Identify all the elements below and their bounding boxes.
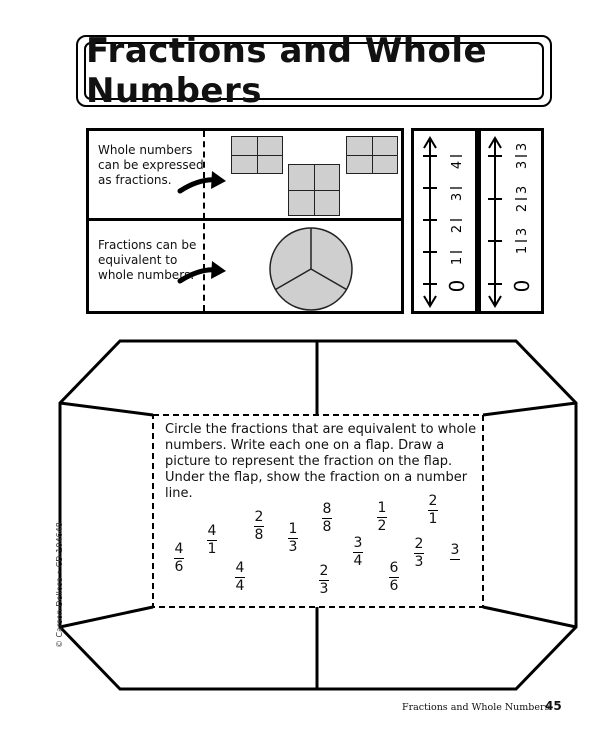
number-line-wholes-labels bbox=[445, 156, 469, 292]
fraction: 6 6 bbox=[389, 560, 399, 595]
example-equivalent-text: Fractions can be equivalent to whole numbers. bbox=[98, 238, 197, 282]
instructions-text: Circle the fractions that are equivalent to whole numbers. Write each one on a flap. Draw a picture to represent the fraction on the flap. Under the flap, show the fraction on a number line. bbox=[165, 422, 477, 501]
number-line-label bbox=[450, 188, 465, 201]
label-denominator: 3 bbox=[515, 185, 530, 195]
label-numerator: 3 bbox=[515, 160, 530, 170]
label-denominator: 3 bbox=[515, 227, 530, 237]
fraction: 2 1 bbox=[428, 493, 438, 528]
number-line-label bbox=[450, 156, 465, 169]
label-numerator: 3 bbox=[450, 192, 465, 202]
fraction: 4 6 bbox=[174, 541, 184, 576]
number-line-thirds bbox=[488, 138, 502, 306]
number-line-label bbox=[510, 280, 534, 293]
label-numerator: 1 bbox=[450, 256, 465, 266]
fraction: 3 bbox=[450, 543, 460, 561]
example-whole-numbers-text: Whole numbers can be expressed as fractions. bbox=[98, 143, 204, 187]
fraction: 8 8 bbox=[322, 501, 332, 536]
number-line-label bbox=[515, 143, 530, 169]
label-numerator: 2 bbox=[450, 224, 465, 234]
footer-title: Fractions and Whole Numbers bbox=[402, 702, 550, 713]
number-line-label bbox=[515, 228, 530, 254]
fraction: 4 1 bbox=[207, 523, 217, 558]
fraction: 1 3 bbox=[288, 521, 298, 556]
fraction: 2 3 bbox=[414, 536, 424, 571]
fraction: 3 4 bbox=[353, 535, 363, 570]
label-value: 0 bbox=[510, 279, 534, 293]
label-numerator: 4 bbox=[450, 160, 465, 170]
label-numerator: 1 bbox=[515, 245, 530, 255]
label-value: 0 bbox=[445, 279, 469, 293]
page-number: 45 bbox=[545, 699, 562, 713]
number-line-label bbox=[445, 280, 469, 293]
fraction: 1 2 bbox=[377, 500, 387, 535]
octagon-flapbook bbox=[58, 335, 578, 695]
page-title: Fractions and Whole Numbers bbox=[86, 31, 488, 111]
publisher-credit: © Carson-Dellosa • CD-104648 bbox=[55, 522, 64, 648]
number-line-thirds-labels bbox=[510, 143, 534, 293]
number-line-label bbox=[515, 186, 530, 212]
fraction: 2 8 bbox=[254, 509, 264, 544]
number-line-label bbox=[450, 252, 465, 265]
label-denominator: 3 bbox=[515, 142, 530, 152]
label-numerator: 2 bbox=[515, 203, 530, 213]
fraction: 2 3 bbox=[319, 563, 329, 598]
fraction: 4 4 bbox=[235, 560, 245, 595]
number-line-label bbox=[450, 220, 465, 233]
number-line-wholes bbox=[423, 138, 437, 306]
